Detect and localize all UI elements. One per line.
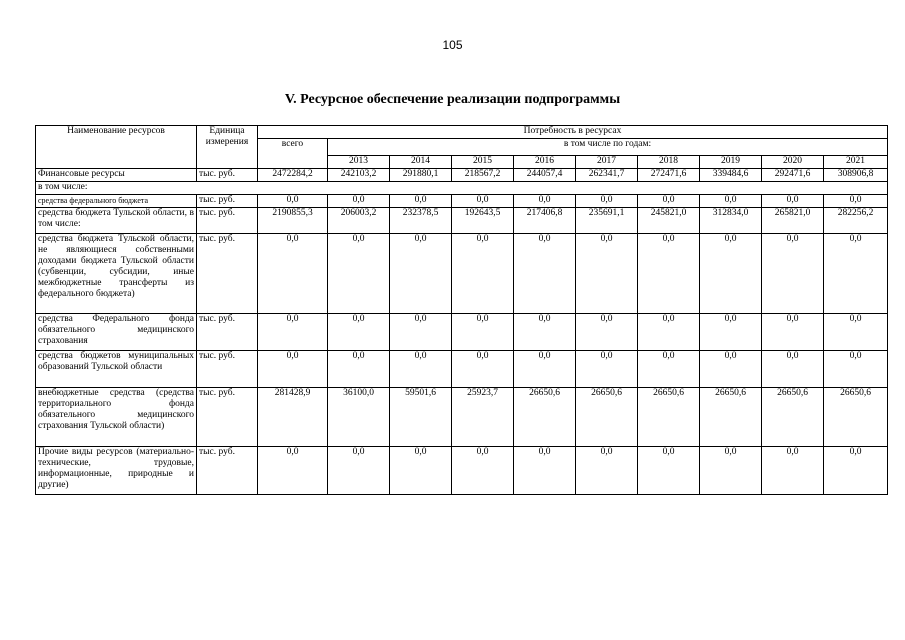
- row-year-value: 0,0: [576, 314, 638, 351]
- row-year-value: 0,0: [824, 314, 888, 351]
- header-year: 2019: [700, 156, 762, 169]
- row-year-value: 0,0: [638, 314, 700, 351]
- table-row: [36, 314, 888, 351]
- resources-table: [35, 125, 888, 495]
- header-year: 2021: [824, 156, 888, 169]
- row-year-value: 282256,2: [824, 208, 888, 234]
- row-unit: тыс. руб.: [197, 351, 258, 388]
- row-year-value: 265821,0: [762, 208, 824, 234]
- header-by-years: в том числе по годам:: [328, 139, 888, 156]
- table-row: [36, 169, 888, 182]
- header-year: 2015: [452, 156, 514, 169]
- row-year-value: 0,0: [390, 195, 452, 208]
- row-total-value: 0,0: [258, 447, 328, 495]
- row-year-value: 0,0: [576, 234, 638, 314]
- row-year-value: 0,0: [700, 234, 762, 314]
- row-year-value: 0,0: [700, 314, 762, 351]
- row-year-value: 0,0: [514, 195, 576, 208]
- row-year-value: 26650,6: [700, 388, 762, 447]
- row-year-value: 0,0: [390, 234, 452, 314]
- row-year-value: 0,0: [452, 447, 514, 495]
- table-row: [36, 208, 888, 234]
- row-year-value: 0,0: [390, 447, 452, 495]
- row-year-value: 312834,0: [700, 208, 762, 234]
- row-year-value: 0,0: [328, 447, 390, 495]
- row-total-value: 0,0: [258, 195, 328, 208]
- row-year-value: 206003,2: [328, 208, 390, 234]
- row-total-value: 2472284,2: [258, 169, 328, 182]
- row-year-value: 0,0: [638, 195, 700, 208]
- row-name: Финансовые ресурсы: [36, 169, 197, 182]
- row-year-value: 26650,6: [824, 388, 888, 447]
- row-year-value: 0,0: [762, 195, 824, 208]
- row-year-value: 26650,6: [638, 388, 700, 447]
- page-number: 105: [442, 38, 463, 52]
- row-year-value: 339484,6: [700, 169, 762, 182]
- row-year-value: 0,0: [576, 447, 638, 495]
- header-total: всего: [258, 139, 328, 169]
- row-year-value: 244057,4: [514, 169, 576, 182]
- header-year: 2020: [762, 156, 824, 169]
- header-year: 2018: [638, 156, 700, 169]
- row-name: средства бюджета Тульской области, в том числе:: [36, 208, 197, 234]
- row-year-value: 218567,2: [452, 169, 514, 182]
- row-year-value: 0,0: [700, 195, 762, 208]
- row-unit: тыс. руб.: [197, 314, 258, 351]
- row-year-value: 308906,8: [824, 169, 888, 182]
- row-year-value: 245821,0: [638, 208, 700, 234]
- row-year-value: 291880,1: [390, 169, 452, 182]
- row-year-value: 0,0: [452, 195, 514, 208]
- row-year-value: 0,0: [452, 314, 514, 351]
- row-name: в том числе:: [36, 182, 888, 195]
- row-year-value: 0,0: [452, 351, 514, 388]
- row-year-value: 0,0: [638, 234, 700, 314]
- header-year: 2013: [328, 156, 390, 169]
- row-year-value: 0,0: [824, 351, 888, 388]
- row-year-value: 36100,0: [328, 388, 390, 447]
- row-name: внебюджетные средства (средства территориального фонда обязательного медицинского страхования Тульской области): [36, 388, 197, 447]
- row-unit: тыс. руб.: [197, 195, 258, 208]
- row-year-value: 59501,6: [390, 388, 452, 447]
- row-year-value: 0,0: [762, 447, 824, 495]
- row-year-value: 242103,2: [328, 169, 390, 182]
- row-year-value: 0,0: [762, 234, 824, 314]
- row-year-value: 0,0: [514, 351, 576, 388]
- row-year-value: 272471,6: [638, 169, 700, 182]
- row-year-value: 26650,6: [576, 388, 638, 447]
- row-name: средства бюджетов муниципальных образований Тульской области: [36, 351, 197, 388]
- row-unit: тыс. руб.: [197, 169, 258, 182]
- row-year-value: 0,0: [328, 195, 390, 208]
- row-year-value: 235691,1: [576, 208, 638, 234]
- header-unit: Единица измерения: [197, 126, 258, 169]
- section-title: V. Ресурсное обеспечение реализации подпрограммы: [284, 92, 621, 107]
- row-year-value: 0,0: [700, 447, 762, 495]
- row-year-value: 0,0: [700, 351, 762, 388]
- row-year-value: 0,0: [638, 351, 700, 388]
- row-year-value: 0,0: [762, 351, 824, 388]
- row-total-value: 281428,9: [258, 388, 328, 447]
- header-row-1: [36, 126, 888, 139]
- row-year-value: 0,0: [638, 447, 700, 495]
- row-year-value: 232378,5: [390, 208, 452, 234]
- row-year-value: 217406,8: [514, 208, 576, 234]
- row-name: средства Федерального фонда обязательного медицинского страхования: [36, 314, 197, 351]
- row-total-value: 0,0: [258, 234, 328, 314]
- table-row: [36, 195, 888, 208]
- header-year: 2014: [390, 156, 452, 169]
- row-name: средства бюджета Тульской области, не являющиеся собственными доходами бюджета Тульской области (субвенции, субсидии, иные межбюджетные трансферты из федерального бюджета): [36, 234, 197, 314]
- row-total-value: 2190855,3: [258, 208, 328, 234]
- row-unit: тыс. руб.: [197, 447, 258, 495]
- row-year-value: 0,0: [824, 234, 888, 314]
- row-total-value: 0,0: [258, 351, 328, 388]
- header-need: Потребность в ресурсах: [258, 126, 888, 139]
- row-year-value: 0,0: [328, 314, 390, 351]
- row-year-value: 0,0: [824, 195, 888, 208]
- header-name: Наименование ресурсов: [36, 126, 197, 169]
- row-year-value: 0,0: [576, 195, 638, 208]
- row-year-value: 0,0: [390, 351, 452, 388]
- row-year-value: 0,0: [762, 314, 824, 351]
- row-year-value: 25923,7: [452, 388, 514, 447]
- header-year: 2017: [576, 156, 638, 169]
- table-row: [36, 351, 888, 388]
- row-year-value: 0,0: [514, 447, 576, 495]
- row-unit: тыс. руб.: [197, 208, 258, 234]
- table-row: [36, 182, 888, 195]
- row-year-value: 192643,5: [452, 208, 514, 234]
- row-year-value: 0,0: [328, 351, 390, 388]
- row-year-value: 262341,7: [576, 169, 638, 182]
- row-total-value: 0,0: [258, 314, 328, 351]
- row-year-value: 0,0: [328, 234, 390, 314]
- table-row: [36, 447, 888, 495]
- row-year-value: 0,0: [390, 314, 452, 351]
- row-unit: тыс. руб.: [197, 234, 258, 314]
- row-unit: тыс. руб.: [197, 388, 258, 447]
- table-row: [36, 388, 888, 447]
- row-year-value: 0,0: [514, 314, 576, 351]
- row-year-value: 26650,6: [762, 388, 824, 447]
- row-name: Прочие виды ресурсов (материально-технические, трудовые, информационные, природные и другие): [36, 447, 197, 495]
- row-year-value: 0,0: [514, 234, 576, 314]
- row-year-value: 292471,6: [762, 169, 824, 182]
- row-name: средства федерального бюджета: [36, 195, 197, 208]
- table-row: [36, 234, 888, 314]
- row-year-value: 0,0: [576, 351, 638, 388]
- header-year: 2016: [514, 156, 576, 169]
- row-year-value: 0,0: [452, 234, 514, 314]
- row-year-value: 26650,6: [514, 388, 576, 447]
- row-year-value: 0,0: [824, 447, 888, 495]
